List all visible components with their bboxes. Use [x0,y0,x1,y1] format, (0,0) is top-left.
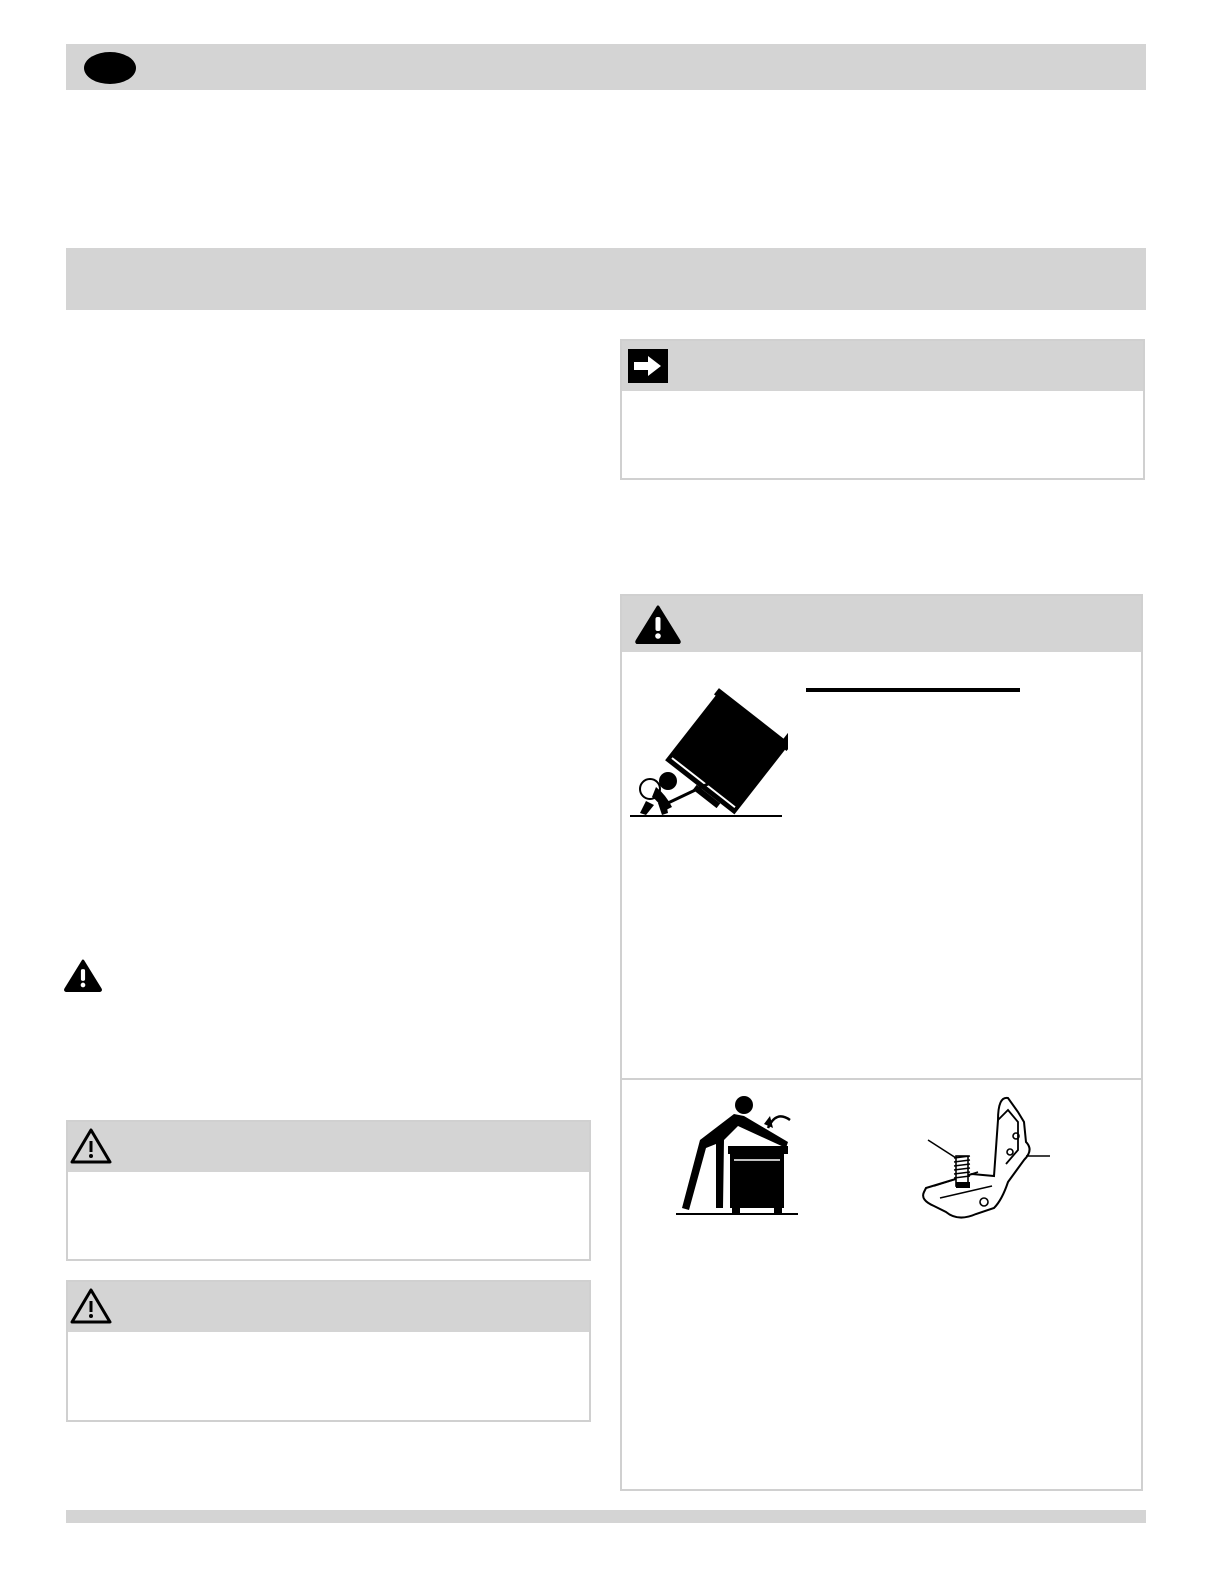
language-badge [84,52,136,84]
tip-over-warning-box [620,594,1143,1491]
lift-check-illustration [672,1092,807,1222]
top-header-band [66,44,1146,90]
tip-over-divider [622,1078,1141,1080]
caution-triangle-outline-icon [68,1286,114,1326]
section-heading-band [66,248,1146,310]
caution-box-1 [66,1120,591,1261]
warning-triangle-icon [634,604,682,644]
anti-tip-bracket-illustration [906,1090,1076,1230]
caution-box-1-header [68,1122,589,1172]
tip-over-heading-rule [806,688,1020,692]
caution-triangle-outline-icon [68,1126,114,1166]
footer-band [66,1510,1146,1523]
caution-box-2 [66,1280,591,1422]
tip-over-illustration [628,681,788,821]
tip-over-warning-header [622,596,1141,652]
right-arrow-icon [628,349,668,383]
caution-box-2-header [68,1282,589,1332]
warning-triangle-icon [63,958,103,992]
note-box [620,339,1145,480]
note-box-header [622,341,1143,391]
